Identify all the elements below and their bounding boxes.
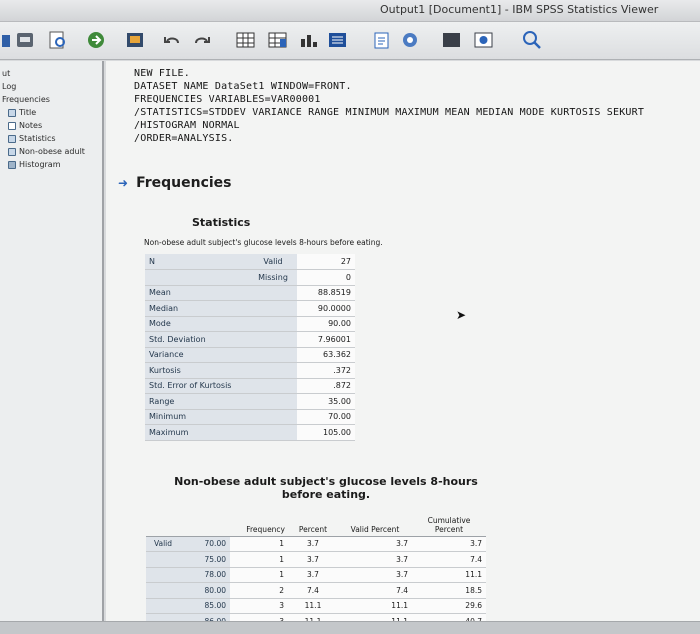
variables-icon[interactable] bbox=[296, 29, 320, 51]
cell-percent: 3.7 bbox=[288, 536, 338, 552]
cell-cumulative: 29.6 bbox=[412, 598, 486, 614]
title-icon bbox=[8, 109, 16, 117]
syntax-log[interactable] bbox=[134, 67, 644, 145]
cell-value: 70.00 bbox=[180, 536, 230, 552]
row-sublabel: Valid bbox=[249, 254, 297, 270]
heading-text: Frequencies bbox=[136, 175, 232, 191]
table-row bbox=[145, 285, 355, 301]
frequency-table[interactable] bbox=[146, 510, 486, 630]
statistics-title: Statistics bbox=[192, 216, 251, 229]
row-label: Kurtosis bbox=[145, 363, 297, 379]
header-blank bbox=[180, 510, 230, 536]
table-row bbox=[145, 425, 355, 441]
row-value: 7.96001 bbox=[297, 332, 355, 348]
row-value: 90.0000 bbox=[297, 301, 355, 317]
statistics-table[interactable] bbox=[145, 254, 355, 441]
cell-valid-percent: 7.4 bbox=[338, 583, 412, 599]
chart-icon bbox=[8, 161, 16, 169]
title-line: before eating. bbox=[281, 488, 371, 501]
table-row bbox=[145, 254, 355, 270]
header-blank bbox=[146, 510, 180, 536]
print-icon[interactable] bbox=[14, 29, 38, 51]
column-header: Frequency bbox=[230, 510, 288, 536]
group-label-blank bbox=[146, 598, 180, 614]
outline-item-output[interactable] bbox=[2, 69, 10, 78]
syntax-line: /ORDER=ANALYSIS. bbox=[134, 133, 234, 144]
outline-item-log[interactable] bbox=[2, 82, 16, 91]
table-row bbox=[146, 598, 486, 614]
cell-frequency: 1 bbox=[230, 552, 288, 568]
row-label: Range bbox=[145, 394, 297, 410]
cell-percent: 7.4 bbox=[288, 583, 338, 599]
row-sublabel: Missing bbox=[249, 270, 297, 286]
row-label: Std. Error of Kurtosis bbox=[145, 378, 297, 394]
cell-frequency: 2 bbox=[230, 583, 288, 599]
statistics-subtitle: Non-obese adult subject's glucose levels 8-hours before eating. bbox=[144, 238, 383, 247]
outline-item-frequencies[interactable] bbox=[2, 95, 50, 104]
row-value: 105.00 bbox=[297, 425, 355, 441]
outline-label: Frequencies bbox=[2, 95, 50, 104]
table-row bbox=[145, 316, 355, 332]
show-icon[interactable] bbox=[440, 29, 464, 51]
outline-label: Histogram bbox=[19, 160, 61, 169]
row-label: Maximum bbox=[145, 425, 297, 441]
outline-item-notes[interactable] bbox=[8, 121, 42, 130]
outline-item-title[interactable] bbox=[8, 108, 36, 117]
table-row bbox=[146, 552, 486, 568]
cell-value: 75.00 bbox=[180, 552, 230, 568]
designate-window-icon[interactable] bbox=[398, 29, 422, 51]
row-value: 35.00 bbox=[297, 394, 355, 410]
row-value: 88.8519 bbox=[297, 285, 355, 301]
cell-value: 85.00 bbox=[180, 598, 230, 614]
table-icon bbox=[8, 148, 16, 156]
insert-output-icon[interactable] bbox=[372, 29, 396, 51]
outline-item-frequency-table[interactable] bbox=[8, 147, 85, 156]
column-header: Cumulative Percent bbox=[412, 510, 486, 536]
cell-cumulative: 7.4 bbox=[412, 552, 486, 568]
syntax-line: NEW FILE. bbox=[134, 68, 190, 79]
row-value: 90.00 bbox=[297, 316, 355, 332]
table-row bbox=[145, 332, 355, 348]
row-value: 63.362 bbox=[297, 347, 355, 363]
table-row bbox=[145, 378, 355, 394]
goto-data-icon[interactable] bbox=[234, 29, 258, 51]
cell-frequency: 1 bbox=[230, 536, 288, 552]
table-header-row bbox=[146, 510, 486, 536]
cell-value: 80.00 bbox=[180, 583, 230, 599]
group-label-blank bbox=[146, 567, 180, 583]
outline-label: Non-obese adult bbox=[19, 147, 85, 156]
cell-frequency: 3 bbox=[230, 598, 288, 614]
cell-valid-percent: 11.1 bbox=[338, 598, 412, 614]
dialog-recall-icon[interactable] bbox=[124, 29, 148, 51]
cell-valid-percent: 3.7 bbox=[338, 552, 412, 568]
cell-frequency: 1 bbox=[230, 567, 288, 583]
hide-icon[interactable] bbox=[472, 29, 496, 51]
row-value: 27 bbox=[297, 254, 355, 270]
row-value: 70.00 bbox=[297, 409, 355, 425]
outline-label: Notes bbox=[19, 121, 43, 130]
notes-icon bbox=[8, 122, 16, 130]
outline-label: Statistics bbox=[19, 134, 56, 143]
row-value: 0 bbox=[297, 270, 355, 286]
output-viewer bbox=[106, 61, 700, 621]
cell-percent: 3.7 bbox=[288, 552, 338, 568]
syntax-line: DATASET NAME DataSet1 WINDOW=FRONT. bbox=[134, 81, 352, 92]
cell-percent: 11.1 bbox=[288, 598, 338, 614]
frequencies-heading[interactable] bbox=[118, 175, 232, 191]
cell-valid-percent: 3.7 bbox=[338, 567, 412, 583]
table-row bbox=[145, 363, 355, 379]
table-row bbox=[146, 567, 486, 583]
redo-icon[interactable] bbox=[190, 29, 214, 51]
outline-label: ut bbox=[2, 69, 11, 78]
syntax-line: /STATISTICS=STDDEV VARIANCE RANGE MINIMUM MAXIMUM MEAN MEDIAN MODE KURTOSIS SEKURT bbox=[134, 107, 645, 118]
cell-value: 78.00 bbox=[180, 567, 230, 583]
group-label: Valid bbox=[146, 536, 180, 552]
table-row bbox=[145, 347, 355, 363]
group-label-blank bbox=[146, 583, 180, 599]
cell-percent: 3.7 bbox=[288, 567, 338, 583]
arrow-right-icon: ➜ bbox=[118, 176, 129, 190]
undo-icon[interactable] bbox=[160, 29, 184, 51]
goto-case-icon[interactable] bbox=[266, 29, 290, 51]
column-header: Valid Percent bbox=[338, 510, 412, 536]
cell-valid-percent: 3.7 bbox=[338, 536, 412, 552]
group-label-blank bbox=[146, 552, 180, 568]
frequency-table-title bbox=[146, 475, 506, 501]
row-label bbox=[145, 270, 249, 286]
row-label: Median bbox=[145, 301, 297, 317]
mouse-pointer-icon: ➤ bbox=[456, 308, 467, 322]
status-bar bbox=[0, 621, 700, 634]
outline-pane bbox=[0, 61, 104, 621]
cell-cumulative: 18.5 bbox=[412, 583, 486, 599]
syntax-line: FREQUENCIES VARIABLES=VAR00001 bbox=[134, 94, 321, 105]
outline-item-histogram[interactable] bbox=[8, 160, 61, 169]
row-label: Mode bbox=[145, 316, 297, 332]
table-row bbox=[146, 536, 486, 552]
syntax-line: /HISTOGRAM NORMAL bbox=[134, 120, 240, 131]
cell-cumulative: 3.7 bbox=[412, 536, 486, 552]
row-value: .872 bbox=[297, 378, 355, 394]
row-value: .372 bbox=[297, 363, 355, 379]
row-label: Mean bbox=[145, 285, 297, 301]
outline-label: Title bbox=[19, 108, 37, 117]
outline-label: Log bbox=[2, 82, 17, 91]
preview-icon[interactable] bbox=[46, 29, 70, 51]
cell-cumulative: 11.1 bbox=[412, 567, 486, 583]
table-row bbox=[146, 583, 486, 599]
table-row bbox=[145, 270, 355, 286]
window-titlebar bbox=[0, 0, 700, 22]
title-line: Non-obese adult subject's glucose levels 8-hours bbox=[174, 475, 478, 488]
row-label: Std. Deviation bbox=[145, 332, 297, 348]
table-row bbox=[145, 394, 355, 410]
window-title: Output1 [Document1] - IBM SPSS Statistics Viewer bbox=[380, 3, 659, 16]
outline-item-statistics[interactable] bbox=[8, 134, 56, 143]
column-header: Percent bbox=[288, 510, 338, 536]
chart-icon[interactable] bbox=[326, 29, 350, 51]
row-label: N bbox=[145, 254, 249, 270]
table-row bbox=[145, 301, 355, 317]
table-row bbox=[145, 409, 355, 425]
table-icon bbox=[8, 135, 16, 143]
export-icon[interactable] bbox=[84, 29, 108, 51]
row-label: Minimum bbox=[145, 409, 297, 425]
row-label: Variance bbox=[145, 347, 297, 363]
main-toolbar bbox=[0, 22, 700, 60]
search-icon[interactable] bbox=[520, 29, 544, 51]
